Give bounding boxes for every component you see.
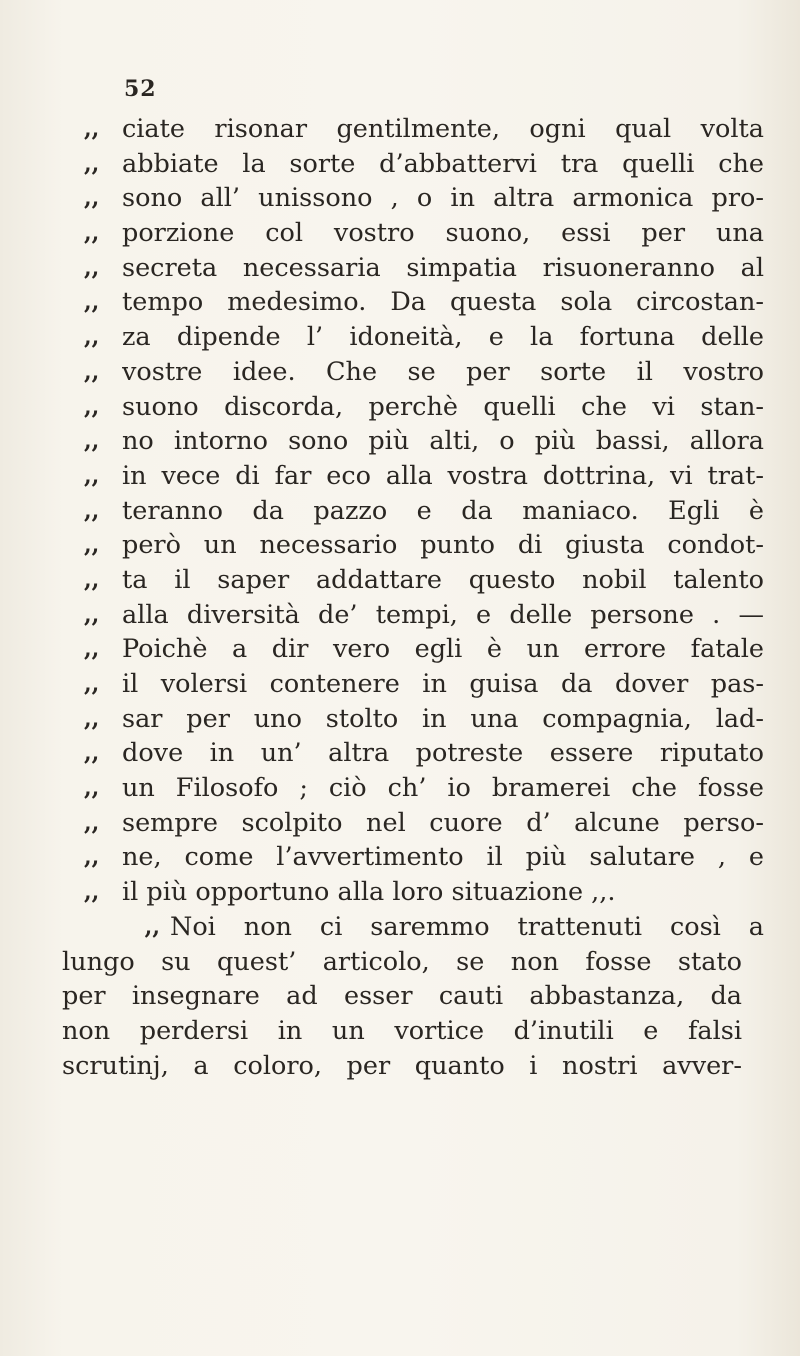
text-line (84, 910, 764, 945)
text-line: lungo su quest’ articolo, se non fosse stato (62, 946, 742, 977)
line-text: no intorno sono più alti, o più bassi, allora (122, 426, 764, 457)
text-line (84, 875, 764, 910)
line-text: il volersi contenere in guisa da dover pas- (122, 669, 764, 699)
quoted-passage (84, 112, 764, 910)
line-text: secreta necessaria simpatia risuoneranno al (122, 252, 764, 283)
line-text: ne, come l’avvertimento il più salutare , e (122, 842, 764, 873)
text-line: non perdersi in un vortice d’inutili e falsi (62, 1015, 742, 1046)
text-line (84, 459, 764, 494)
text-line (84, 702, 764, 737)
text-line (84, 112, 764, 147)
line-text: ta il saper addattare questo nobil talento (122, 564, 764, 595)
quote-marker: ,, (144, 913, 160, 940)
page-number: 52 (124, 76, 157, 102)
plain-passage (62, 945, 764, 1084)
text-body (62, 112, 764, 1083)
quote-marker: ,, (84, 671, 100, 697)
quote-marker: ,, (84, 358, 100, 385)
text-line (84, 424, 764, 459)
line-text: un Filosofo ; ciò ch’ io bramerei che fosse (122, 773, 764, 804)
text-line (84, 216, 764, 251)
quote-marker: ,, (84, 636, 100, 663)
quote-marker: ,, (84, 879, 100, 906)
text-line (84, 840, 764, 875)
text-line (84, 806, 764, 841)
line-text: dove in un’ altra potreste essere riputato (122, 738, 764, 769)
text-line (84, 736, 764, 771)
quote-marker: ,, (84, 497, 100, 524)
quote-marker: ,, (84, 775, 100, 802)
text-line: per insegnare ad esser cauti abbastanza, da (62, 981, 742, 1012)
text-line (84, 251, 764, 286)
line-text: za dipende l’ idoneità, e la fortuna delle (122, 322, 764, 353)
quote-marker: ,, (84, 150, 100, 177)
line-text: vostre idee. Che se per sorte il vostro (122, 356, 764, 387)
line-text: Noi non ci saremmo trattenuti così a (170, 911, 764, 942)
text-line (84, 598, 764, 633)
quote-marker: ,, (84, 220, 100, 247)
quote-marker: ,, (84, 740, 100, 767)
quote-marker: ,, (84, 844, 100, 871)
line-text: porzione col vostro suono, essi per una (122, 218, 764, 249)
line-text: in vece di far eco alla vostra dottrina, vi trat- (122, 460, 764, 491)
text-line (84, 494, 764, 529)
quote-marker: ,, (84, 393, 100, 420)
line-text: teranno da pazzo e da maniaco. Egli è (122, 495, 764, 526)
line-text: sono all’ unissono , o in altra armonica pro- (122, 183, 764, 214)
text-line: scrutinj, a coloro, per quanto i nostri avver- (62, 1050, 742, 1081)
text-line (84, 528, 764, 563)
line-text: tempo medesimo. Da questa sola circostan- (122, 287, 764, 318)
line-text: alla diversità de’ tempi, e delle persone . — (122, 599, 764, 630)
text-line (84, 355, 764, 390)
text-line (84, 667, 764, 702)
quote-marker: ,, (84, 116, 100, 142)
line-text: ciate risonar gentilmente, ogni qual volta (122, 114, 764, 144)
quote-marker: ,, (84, 705, 100, 732)
line-text: sempre scolpito nel cuore d’ alcune perso- (122, 807, 764, 838)
line-text: però un necessario punto di giusta condot- (122, 530, 764, 561)
line-text: suono discorda, perchè quelli che vi stan- (122, 391, 764, 422)
text-line (84, 285, 764, 320)
quote-marker: ,, (84, 428, 100, 455)
quote-marker: ,, (84, 254, 100, 281)
quote-marker: ,, (84, 532, 100, 559)
text-line (84, 320, 764, 355)
quote-marker: ,, (84, 462, 100, 489)
line-text: il più opportuno alla loro situazione ,,. (122, 877, 616, 908)
quote-marker: ,, (84, 185, 100, 212)
text-line (84, 147, 764, 182)
quote-marker: ,, (84, 566, 100, 593)
quote-marker: ,, (84, 324, 100, 351)
line-text: sar per uno stolto in una compagnia, lad- (122, 703, 764, 734)
line-text: Poichè a dir vero egli è un errore fatale (122, 634, 764, 665)
text-line (84, 563, 764, 598)
line-text: abbiate la sorte d’abbattervi tra quelli che (122, 148, 764, 179)
quote-marker: ,, (84, 809, 100, 836)
text-line (84, 181, 764, 216)
quote-marker: ,, (84, 601, 100, 628)
text-line (84, 632, 764, 667)
quote-marker: ,, (84, 289, 100, 316)
text-line (84, 771, 764, 806)
text-line (84, 390, 764, 425)
